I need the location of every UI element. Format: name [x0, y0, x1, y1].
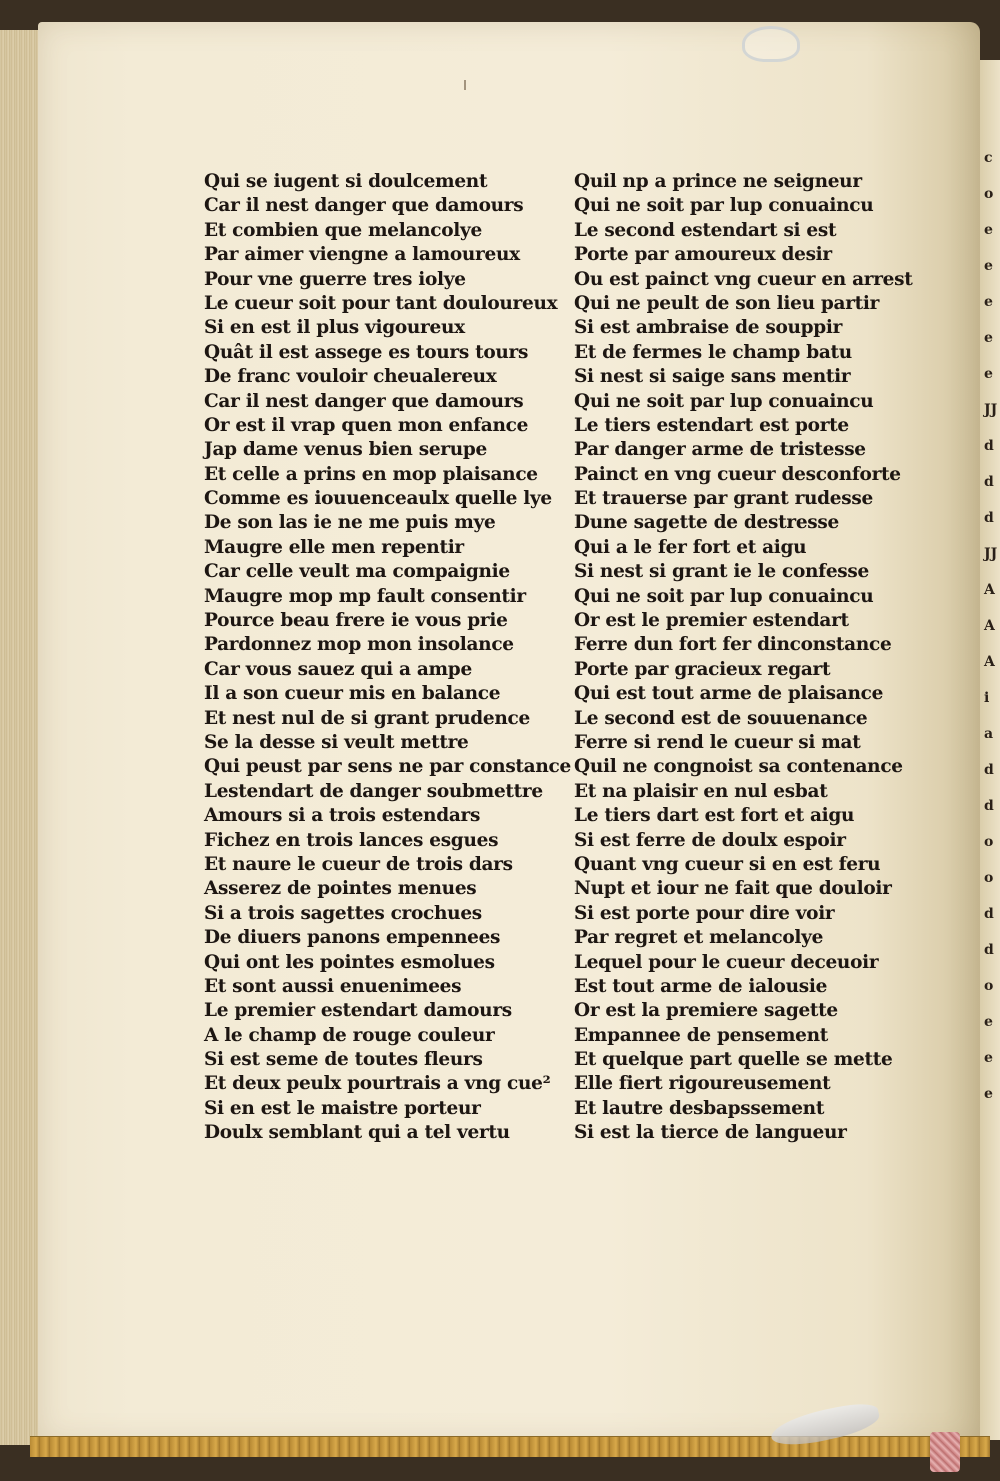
verse-line: Porte par amoureux desir: [574, 244, 832, 266]
verse-line: Est tout arme de ialousie: [574, 975, 828, 997]
verse-line: Comme es iouuenceaulx quelle lye: [204, 488, 552, 510]
verse-line: Il a son cueur mis en balance: [204, 683, 501, 705]
verse-line: Si est ferre de doulx espoir: [574, 829, 846, 851]
verse-line: Dune sagette de destresse: [574, 512, 839, 534]
verse-line: Qui a le fer fort et aigu: [574, 536, 807, 558]
verse-line: Le premier estendart damours: [204, 1000, 512, 1022]
verse-line: Asserez de pointes menues: [204, 878, 477, 900]
verse-line: Le second estendart si est: [574, 219, 837, 241]
verse-line: Et de fermes le champ batu: [574, 341, 852, 363]
verse-line: Quil ne congnoist sa contenance: [574, 756, 903, 778]
verse-line: Ou est painct vng cueur en arrest: [574, 268, 913, 290]
verse-line: Doulx semblant qui a tel vertu: [204, 1122, 510, 1144]
verse-line: De franc vouloir cheualereux: [204, 366, 497, 388]
verse-line: Et deux peulx pourtrais a vng cue²: [204, 1073, 551, 1095]
verse-line: Car celle veult ma compaignie: [204, 561, 510, 583]
verse-line: Or est il vrap quen mon enfance: [204, 414, 529, 436]
verse-line: Se la desse si veult mettre: [204, 731, 469, 753]
verse-line: Elle fiert rigoureusement: [574, 1073, 831, 1095]
verse-line: Et quelque part quelle se mette: [574, 1049, 893, 1071]
verse-line: Amours si a trois estendars: [204, 805, 481, 827]
verse-line: Lequel pour le cueur deceuoir: [574, 951, 879, 973]
verse-line: Car il nest danger que damours: [204, 195, 524, 217]
verse-line: Et lautre desbapssement: [574, 1097, 825, 1119]
verse-line: Or est le premier estendart: [574, 610, 849, 632]
verse-line: Pour vne guerre tres iolye: [204, 268, 466, 290]
verse-line: Empannee de pensement: [574, 1024, 829, 1046]
verse-line: Si en est il plus vigoureux: [204, 317, 465, 339]
verse-line: Nupt et iour ne fait que douloir: [574, 878, 892, 900]
verse-line: Qui ne peult de son lieu partir: [574, 292, 880, 314]
verse-line: Maugre elle men repentir: [204, 536, 464, 558]
left-text-column: [204, 170, 571, 1146]
verse-line: Maugre mop mp fault consentir: [204, 585, 526, 607]
verse-line: Le second est de souuenance: [574, 707, 868, 729]
verse-line: Et naure le cueur de trois dars: [204, 853, 513, 875]
verse-line: Le cueur soit pour tant douloureux: [204, 292, 558, 314]
verse-line: Par regret et melancolye: [574, 927, 824, 949]
verse-line: Et na plaisir en nul esbat: [574, 780, 828, 802]
right-text-column: [574, 170, 913, 1146]
gilt-bottom-edge: [30, 1436, 990, 1457]
facing-page-text: coeeeeeJJdddJJAAAiaddooddoeee: [984, 150, 998, 1102]
verse-line: Or est la premiere sagette: [574, 1000, 838, 1022]
bookmark-ribbon: [930, 1432, 960, 1472]
verse-line: Si en est le maistre porteur: [204, 1097, 481, 1119]
verse-line: Si est porte pour dire voir: [574, 902, 835, 924]
verse-line: Le tiers estendart est porte: [574, 414, 849, 436]
verse-line: Quant vng cueur si en est feru: [574, 853, 881, 875]
verse-line: Et sont aussi enuenimees: [204, 975, 462, 997]
verse-line: Par aimer viengne a lamoureux: [204, 244, 520, 266]
verse-line: Et celle a prins en mop plaisance: [204, 463, 538, 485]
verse-line: Si est ambraise de souppir: [574, 317, 843, 339]
verse-line: De diuers panons empennees: [204, 927, 501, 949]
verse-line: Lestendart de danger soubmettre: [204, 780, 543, 802]
verse-line: Si a trois sagettes crochues: [204, 902, 482, 924]
verse-line: Si est seme de toutes fleurs: [204, 1049, 483, 1071]
verse-line: Par danger arme de tristesse: [574, 439, 866, 461]
verse-line: Jap dame venus bien serupe: [204, 439, 488, 461]
facing-page-edge: [978, 60, 1000, 1440]
verse-line: Porte par gracieux regart: [574, 658, 831, 680]
verse-line: Ferre si rend le cueur si mat: [574, 731, 861, 753]
verse-line: Car il nest danger que damours: [204, 390, 524, 412]
verse-line: Et nest nul de si grant prudence: [204, 707, 530, 729]
verse-line: Et combien que melancolye: [204, 219, 482, 241]
verse-line: Si est la tierce de langueur: [574, 1122, 847, 1144]
page-mark: [464, 80, 466, 90]
verse-line: Quil np a prince ne seigneur: [574, 171, 862, 192]
verse-line: Qui ne soit par lup conuaincu: [574, 390, 874, 412]
page-clip: [742, 26, 800, 62]
verse-line: Qui ne soit par lup conuaincu: [574, 195, 874, 217]
verse-line: Si nest si grant ie le confesse: [574, 561, 870, 583]
verse-line: Car vous sauez qui a ampe: [204, 658, 472, 680]
verse-line: De son las ie ne me puis mye: [204, 512, 496, 534]
verse-line: Qui est tout arme de plaisance: [574, 683, 884, 705]
verse-line: Ferre dun fort fer dinconstance: [574, 634, 892, 656]
verse-line: Pardonnez mop mon insolance: [204, 634, 514, 656]
verse-line: Qui se iugent si doulcement: [204, 171, 488, 192]
verse-line: A le champ de rouge couleur: [204, 1024, 495, 1046]
verse-line: Pource beau frere ie vous prie: [204, 610, 508, 632]
verse-line: Quât il est assege es tours tours: [204, 341, 529, 363]
verse-line: Si nest si saige sans mentir: [574, 366, 851, 388]
verse-line: Qui peust par sens ne par constance: [204, 756, 571, 778]
verse-line: Qui ont les pointes esmolues: [204, 951, 495, 973]
verse-line: Fichez en trois lances esgues: [204, 829, 499, 851]
verse-line: Et trauerse par grant rudesse: [574, 488, 873, 510]
verse-line: Le tiers dart est fort et aigu: [574, 805, 855, 827]
verse-line: Qui ne soit par lup conuaincu: [574, 585, 874, 607]
verse-line: Painct en vng cueur desconforte: [574, 463, 901, 485]
